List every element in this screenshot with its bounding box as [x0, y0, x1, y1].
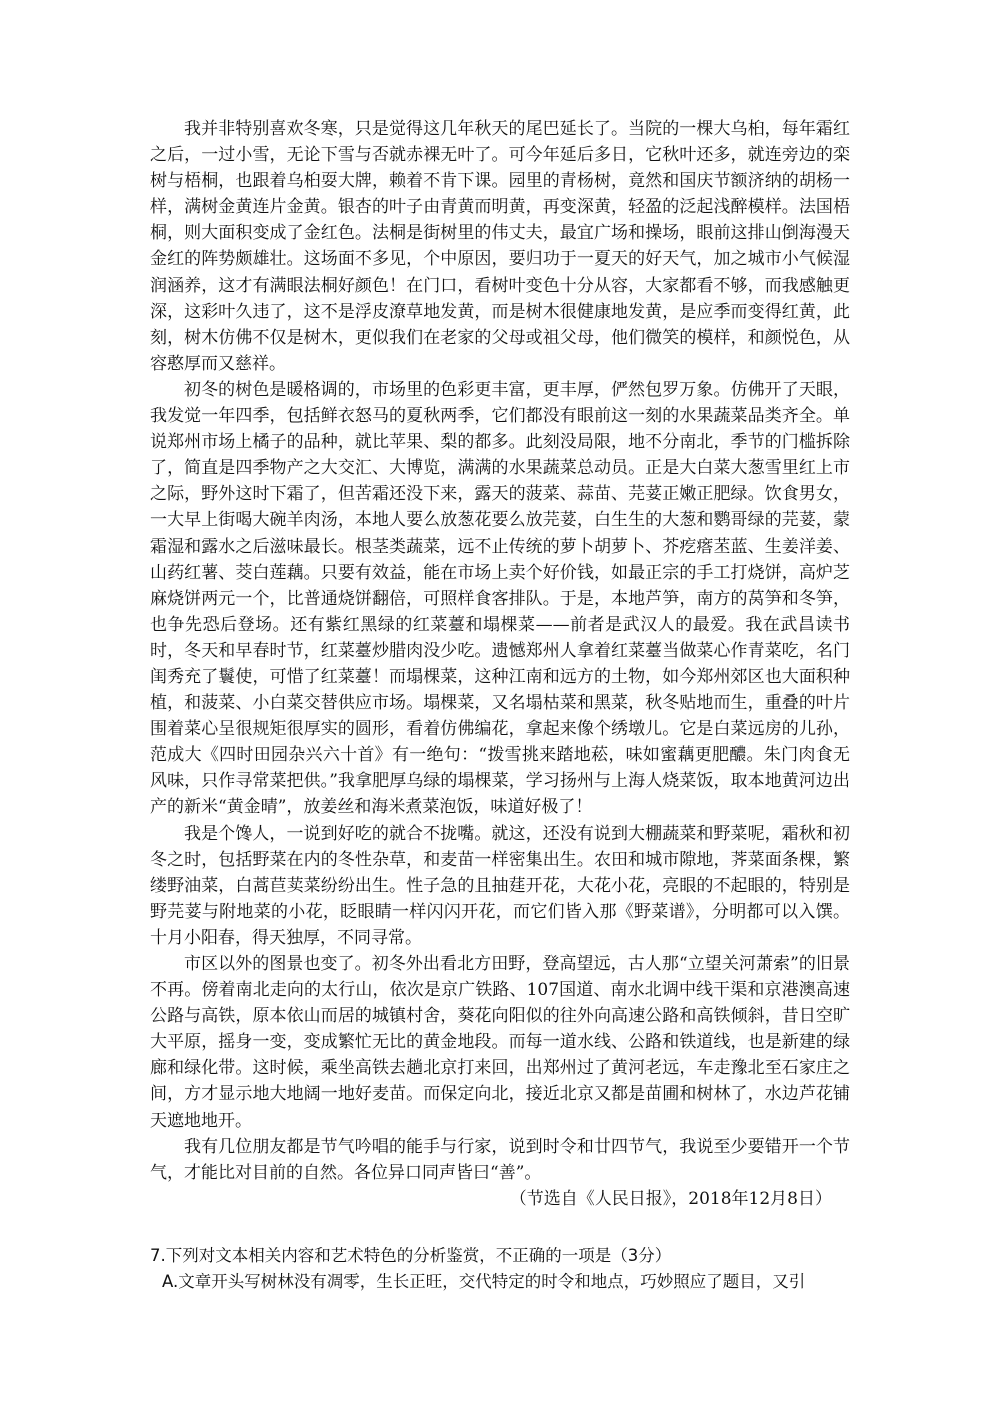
paragraph-2: 初冬的树色是暖格调的，市场里的色彩更丰富，更丰厚，俨然包罗万象。仿佛开了天眼，我发觉一年四季，包括鲜衣怒马的夏秋两季，它们都没有眼前这一刻的水果蔬菜品类齐全。单说郑州市场上橘子的品种，就比苹果、梨的都多。此刻没局限，地不分南北，季节的门槛拆除了，简直是四季物产之大交汇、大博览，满满的水果蔬菜总动员。正是大白菜大葱雪里红上市之际，野外这时下霜了，但苦霜还没下来，露天的菠菜、蒜苗、芫荽正嫩正肥绿。饮食男女，一大早上街喝大碗羊肉汤，本地人要么放葱花要么放芫荽，白生生的大葱和鹦哥绿的芫荽，蒙霜湿和露水之后滋味最长。根茎类蔬菜，远不止传统的萝卜胡萝卜、芥疙瘩苤蓝、生姜洋姜、山药红薯、茭白莲藕。只要有效益，能在市场上卖个好价钱，如最正宗的手工打烧饼，高炉芝麻烧饼两元一个，比普通烧饼翻倍，可照样食客排队。于是，本地芦笋，南方的莴笋和冬笋，也争先恐后登场。还有紫红黑绿的红菜薹和塌棵菜——前者是武汉人的最爱。我在武昌读书时，冬天和早春时节，红菜薹炒腊肉没少吃。遗憾郑州人拿着红菜薹当做菜心作青菜吃，名门闺秀充了鬟使，可惜了红菜薹！而塌棵菜，这种江南和远方的土物，如今郑州郊区也大面积种植，和菠菜、小白菜交替供应市场。塌棵菜，又名塌枯菜和黑菜，秋冬贴地而生，重叠的叶片围着菜心呈很规矩很厚实的圆形，看着仿佛编花，拿起来像个绣墩儿。它是白菜远房的儿孙，范成大《四时田园杂兴六十首》有一绝句：“拨雪挑来踏地菘，味如蜜藕更肥醲。朱门肉食无风味，只作寻常菜把供。”我拿肥厚乌绿的塌棵菜，学习扬州与上海人烧菜饭，取本地黄河边出产的新米“黄金晴”，放姜丝和海米煮菜泡饭，味道好极了！ [150, 379, 850, 818]
paragraph-5: 我有几位朋友都是节气吟唱的能手与行家，说到时令和廿四节气，我说至少要错开一个节气，才能比对目前的自然。各位异口同声皆曰“善”。 [150, 1136, 850, 1183]
question-stem: 7.下列对文本相关内容和艺术特色的分析鉴赏，不正确的一项是（3分） [150, 1246, 672, 1265]
question-7 [150, 1243, 870, 1295]
paragraph-4: 市区以外的图景也变了。初冬外出看北方田野，登高望远，古人那“立望关河萧索”的旧景不再。傍着南北走向的太行山，依次是京广铁路、107国道、南水北调中线干渠和京港澳高速公路与高铁，原本依山而居的城镇村舍，葵花向阳似的往外向高速公路和高铁倾斜，昔日空旷大平原，摇身一变，变成繁忙无比的黄金地段。而每一道水线、公路和铁道线，也是新建的绿廊和绿化带。这时候，乘坐高铁去趟北京打来回，出郑州过了黄河老远，车走豫北至石家庄之间，方才显示地大地阔一地好麦苗。而保定向北，接近北京又都是苗圃和树林了，水边芦花铺天遮地地开。 [150, 954, 850, 1131]
reading-passage [150, 116, 850, 1212]
option-a: A.文章开头写树林没有凋零，生长正旺，交代特定的时令和地点，巧妙照应了题目，又引 [162, 1272, 806, 1291]
source-citation: （节选自《人民日报》，2018年12月8日） [509, 1188, 832, 1209]
paragraph-1: 我并非特别喜欢冬寒，只是觉得这几年秋天的尾巴延长了。当院的一棵大乌桕，每年霜红之后，一过小雪，无论下雪与否就赤裸无叶了。可今年延后多日，它秋叶还多，就连旁边的栾树与梧桐，也跟着乌桕耍大牌，赖着不肯下课。园里的青杨树，竟然和国庆节额济纳的胡杨一样，满树金黄连片金黄。银杏的叶子由青黄而明黄，再变深黄，轻盈的泛起浅醉模样。法国梧桐，则大面积变成了金红色。法桐是街树里的伟丈夫，最宜广场和操场，眼前这排山倒海漫天金红的阵势颇雄壮。这场面不多见，个中原因，要归功于一夏天的好天气，加之城市小气候湿润涵养，这才有满眼法桐好颜色！在门口，看树叶变色十分从容，大家都看不够，而我感触更深，这彩叶久违了，这不是浮皮潦草地发黄，而是树木很健康地发黄，是应季而变得红黄，此刻，树木仿佛不仅是树木，更似我们在老家的父母或祖父母，他们微笑的模样，和颜悦色，从容憨厚而又慈祥。 [150, 119, 850, 374]
paragraph-3: 我是个馋人，一说到好吃的就合不拢嘴。就这，还没有说到大棚蔬菜和野菜呢，霜秋和初冬之时，包括野菜在内的冬性杂草，和麦苗一样密集出生。农田和城市隙地，荠菜面条棵，繁缕野油菜，白蒿苣荬菜纷纷出生。性子急的且抽莛开花，大花小花，亮眼的不起眼的，特别是野芫荽与附地菜的小花，眨眼睛一样闪闪开花，而它们皆入那《野菜谱》，分明都可以入馔。十月小阳春，得天独厚，不同寻常。 [150, 823, 850, 948]
